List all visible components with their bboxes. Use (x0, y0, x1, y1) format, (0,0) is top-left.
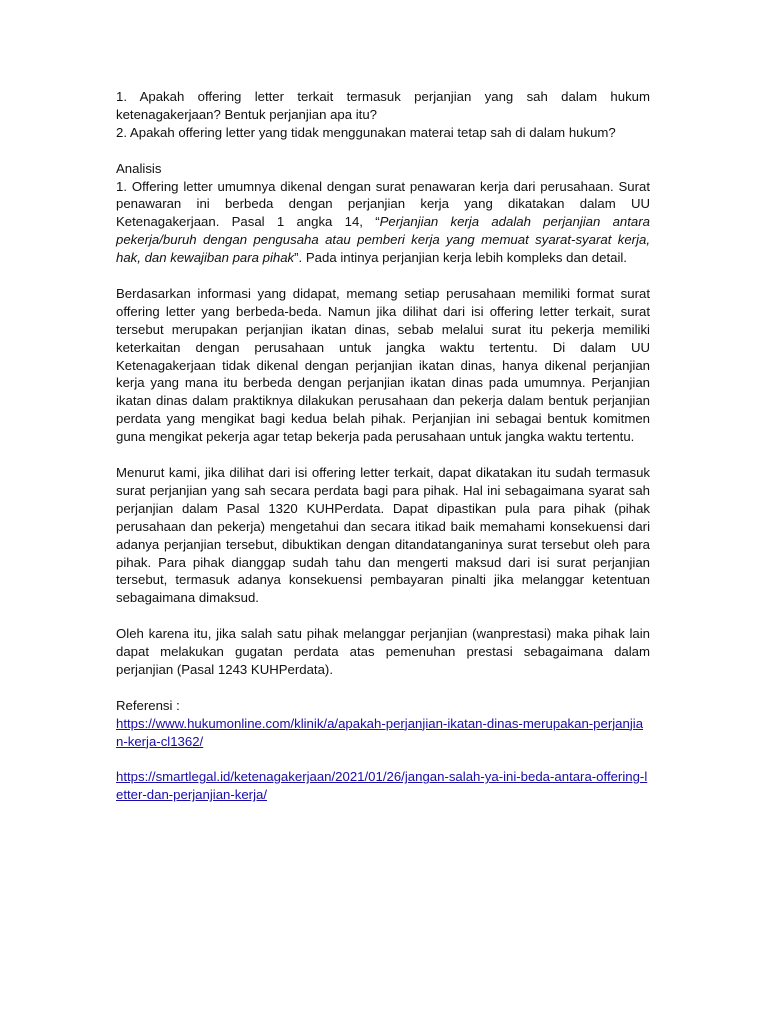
spacer (116, 679, 650, 697)
analysis-p1-text-b: ”. Pada intinya perjanjian kerja lebih kompleks dan detail. (294, 250, 627, 266)
analysis-heading: Analisis (116, 160, 162, 176)
analysis-paragraph-2: Berdasarkan informasi yang didapat, memang setiap perusahaan memiliki format surat offering letter yang berbeda-beda. Namun jika dilihat dari isi offering letter terkait, surat tersebut merupakan perjanjian ikatan dinas, sebab melalui surat itu pekerja memiliki keterkaitan dengan perusahaan untuk jangka waktu tertentu. Di dalam UU Ketenagakerjaan tidak dikenal dengan perjanjian ikatan dinas, hanya dikenal perjanjian kerja yang mana itu berbeda dengan perjanjian ikatan dinas pada umumnya. Perjanjian ikatan dinas dalam praktiknya dilakukan perusahaan dan pekerja dalam bentuk perjanjian perdata yang mengikat bagi kedua belah pihak. Perjanjian ini sebagai bentuk komitmen guna mengikat pekerja agar tetap bekerja pada perusahaan untuk jangka waktu tertentu. (116, 285, 650, 445)
analysis-paragraph-3: Menurut kami, jika dilihat dari isi offering letter terkait, dapat dikatakan itu sudah termasuk surat perjanjian yang sah secara perdata bagi para pihak. Hal ini sebagaimana syarat sah perjanjian dalam Pasal 1320 KUHPerdata. Dapat dipastikan pula para pihak (pihak perusahaan dan pekerja) mengetahui dan secara itikad baik memahami konsekuensi dari adanya perjanjian tersebut, dibuktikan dengan ditandatanganinya surat tersebut oleh para pihak. Para pihak dianggap sudah tahu dan mengerti maksud dari isi surat perjanjian tersebut, termasuk adanya konsekuensi pembayaran pinalti jika melanggar ketentuan sebagaimana dimaksud. (116, 464, 650, 606)
reference-link-1[interactable]: https://www.hukumonline.com/klinik/a/apakah-perjanjian-ikatan-dinas-merupakan-perjanjian-kerja-cl1362/ (116, 715, 644, 749)
analysis-p1-text-a: 1. Offering letter umumnya dikenal dengan surat penawaran kerja dari perusahaan. Surat penawaran ini berbeda dengan perjanjian kerja yang dikatakan dalam UU Ketenagakerjaan. Pasal 1 angka 14, “ (116, 178, 650, 230)
analysis-paragraph-4: Oleh karena itu, jika salah satu pihak melanggar perjanjian (wanprestasi) maka pihak lain dapat melakukan gugatan perdata atas pemenuhan prestasi sebagaimana dalam perjanjian (Pasal 1243 KUHPerdata). (116, 626, 650, 677)
reference-item-1 (116, 715, 650, 751)
document-page (116, 88, 650, 804)
question-2: 2. Apakah offering letter yang tidak menggunakan materai tetap sah di dalam hukum? (116, 124, 616, 140)
spacer (116, 267, 650, 285)
spacer (116, 750, 650, 768)
spacer (116, 607, 650, 625)
question-1: 1. Apakah offering letter terkait termasuk perjanjian yang sah dalam hukum ketenagakerjaan? Bentuk perjanjian apa itu? (116, 89, 650, 122)
analysis-paragraph-1 (116, 178, 650, 268)
reference-item-2 (116, 768, 650, 804)
reference-link-2[interactable]: https://smartlegal.id/ketenagakerjaan/2021/01/26/jangan-salah-ya-ini-beda-antara-offering-letter-dan-perjanjian-kerja/ (116, 769, 648, 803)
questions-list (116, 88, 650, 142)
spacer (116, 142, 650, 160)
references-heading: Referensi : (116, 697, 180, 713)
spacer (116, 446, 650, 464)
analysis-p1-quote: Perjanjian kerja adalah perjanjian antara pekerja/buruh dengan pengusaha atau pemberi kerja yang memuat syarat-syarat kerja, hak, dan kewajiban para pihak (116, 214, 650, 266)
